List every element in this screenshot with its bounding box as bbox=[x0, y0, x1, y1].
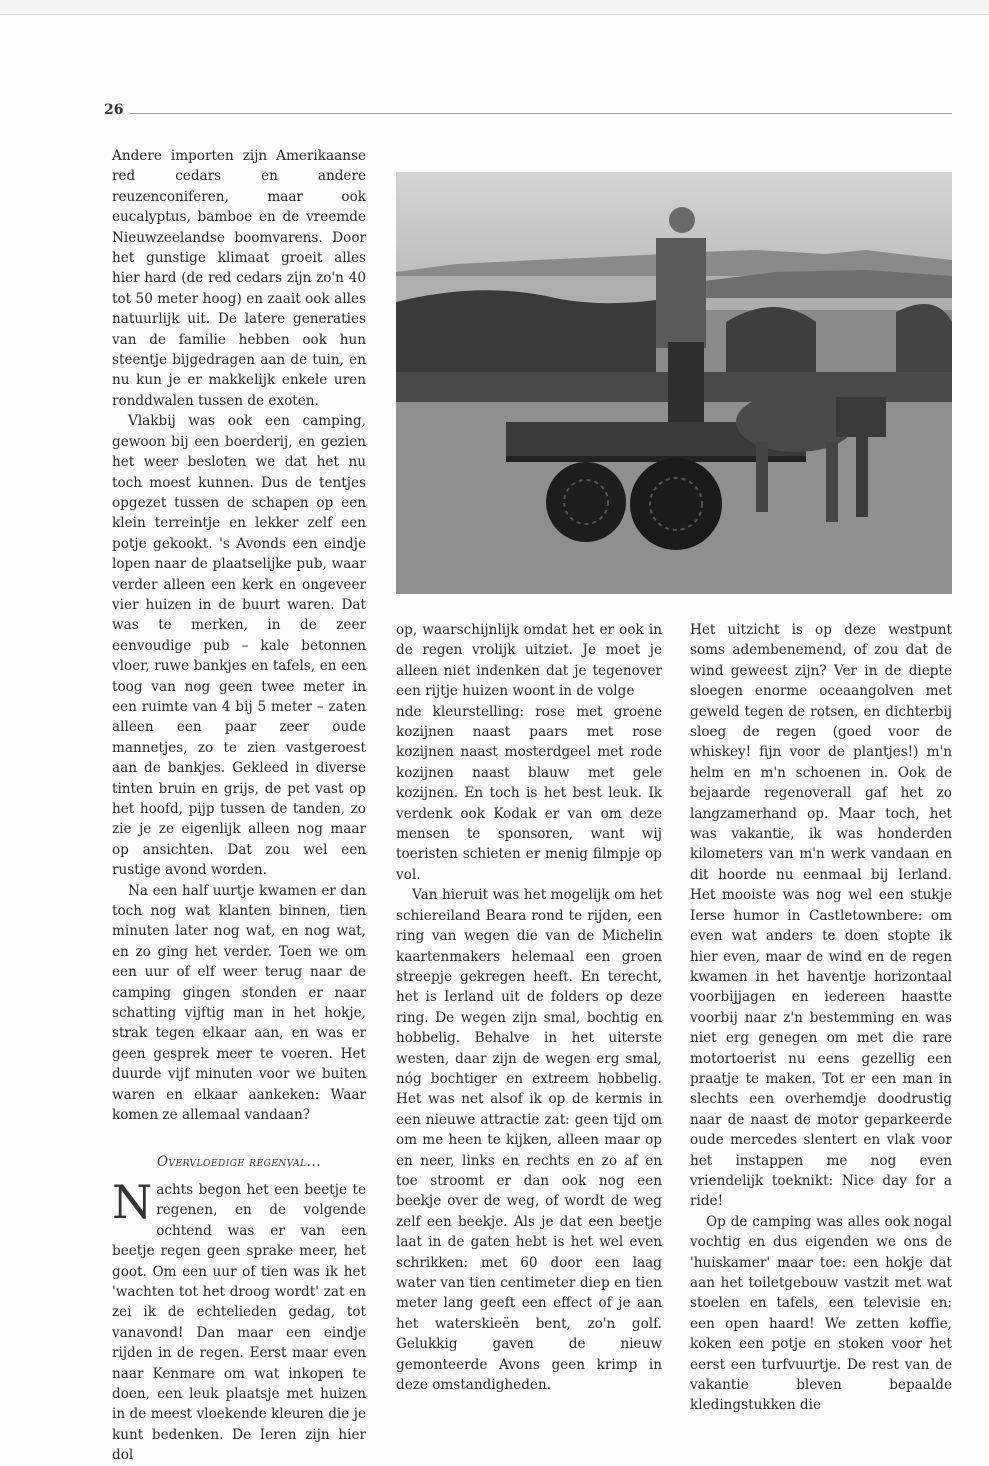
header-rule bbox=[130, 113, 952, 114]
paragraph: op, waarschijnlijk omdat het er ook in de regen vrolijk uitziet. Je moet je alleen niet indenken dat je tegenover een rijtje huizen woont in de volge bbox=[396, 622, 662, 700]
column-1 bbox=[112, 146, 366, 1466]
paragraph: Het uitzicht is op deze westpunt soms adembenemend, of zou dat de wind geweest zijn? Ver in de diepte sloegen enorme oceaangolven met geweld tegen de rotsen, en dichterbij sloeg de regen (goed voor de whiskey! fijn voor de plantjes!) m'n helm en m'n schoenen in. Ook de bejaarde regenoverall gaf het zo langzamerhand op. Maar toch, het was vakantie, ik was honderden kilometers van m'n werk vandaan en dit hoorde nu eenmaal bij Ierland. Het mooiste was nog wel een stukje Ierse humor in Castletownbere: om even wat anders te doen stopte ik hier even, maar de wind en de regen kwamen in het haventje horizontaal voorbijjagen en iedereen haastte voorbij naar z'n bestemming en was niet erg genegen om met die rare motortoerist nu eens gezellig een praatje te maken. Tot er een man in slechts een overhemdje doodrustig naar de naast de motor geparkeerde oude mercedes slentert en vlak voor het instappen me nog even vriendelijk toeknikt: Nice day for a ride! bbox=[690, 622, 952, 1210]
photo-illustration bbox=[396, 172, 952, 594]
paragraph: nde kleurstelling: rose met groene kozijnen naast paars met rose kozijnen naast mosterdgeel met rode kozijnen naast blauw met gele kozijnen. En toch is het best leuk. Ik verdenk ook Kodak er van om deze mensen te sponsoren, want wij toeristen schieten er menig filmpje op vol. bbox=[396, 703, 662, 883]
paragraph: Andere importen zijn Amerikaanse red cedars en andere reuzenconiferen, maar ook eucalyptus, bamboe en de vreemde Nieuwzeelandse boomvarens. Door het gunstige klimaat groeit alles hier hard (de red cedars zijn zo'n 40 tot 50 meter hoog) en zaait ook alles natuurlijk uit. De latere generaties van de familie hebben ook hun steentje bijgedragen aan de tuin, en nu kun je er makkelijk enkele uren ronddwalen tussen de exoten. bbox=[112, 148, 366, 409]
dropcap: N bbox=[112, 1174, 153, 1229]
page-number: 26 bbox=[104, 102, 124, 118]
paragraph-with-dropcap bbox=[112, 1174, 366, 1466]
paragraph: Op de camping was alles ook nogal vochtig en dus eigenden we ons de 'huiskamer' maar toe: een hokje dat aan het toiletgebouw vastzit met wat stoelen en tafels, een televisie en: een open haard! We zetten koffie, koken een potje en stoken voor het eerst een turfvuurtje. De rest van de vakantie bleven bepaalde kledingstukken die bbox=[690, 1213, 952, 1414]
column-3 bbox=[690, 620, 952, 1416]
paragraph: Van hieruit was het mogelijk om het schiereiland Beara rond te rijden, een ring van wegen die van de Michelin kaartenmakers helemaal een groen streepje gekregen heeft. En terecht, het is Ierland uit de folders op deze ring. De wegen zijn smal, bochtig en hobbelig. Behalve in het uiterste westen, daar zijn de wegen erg smal, nóg bochtiger en extreem hobbelig. Het was net alsof ik op de kermis in een nieuwe attractie zat: geen tijd om om me heen te kijken, alleen maar op en neer, links en rechts en zo af en toe stroomt er dan ook nog een beekje over de weg, of wordt de weg zelf een beekje. Als je dat een beetje laat in de gaten hebt is het wel even schrikken: met 60 door een laag water van tien centimeter diep en tien meter lang geeft een effect of je aan het waterskieën bent, zo'n golf. Gelukkig gaven de nieuw gemonteerde Avons geen krimp in deze omstandigheden. bbox=[396, 887, 662, 1394]
paragraph: Na een half uurtje kwamen er dan toch nog wat klanten binnen, tien minuten later nog wat, en nog wat, en zo ging het verder. Toen we om een uur of elf weer terug naar de camping gingen stonden er naar schatting vijftig man in het hokje, strak tegen elkaar aan, en was er geen gesprek meer te voeren. Het duurde vijf minuten voor we buiten waren en elkaar aankeken: Waar komen ze allemaal vandaan? bbox=[112, 882, 366, 1124]
photo-man-on-donkey-cart bbox=[396, 172, 952, 594]
dropcap-paragraph-text: achts begon het een beetje te regenen, en de volgende ochtend was er van een beetje regen geen sprake meer, het goot. Om een uur of tien was ik het 'wachten tot het droog wordt' zat en zei ik de echtelieden gedag, tot vanavond! Dan maar een eindje rijden in de regen. Eerst maar even naar Kenmare om wat inkopen te doen, een leuk plaatsje met huizen in de meest vloekende kleuren die je kunt bedenken. De Ieren zijn hier dol bbox=[112, 1181, 366, 1464]
column-2 bbox=[396, 620, 662, 1395]
scan-top-edge bbox=[0, 0, 989, 15]
paragraph: Vlakbij was ook een camping, gewoon bij een boerderij, en gezien het weer besloten we dat het nu toch moest kunnen. Dus de tentjes opgezet tussen de schapen op een klein terreintje en lekker zelf een potje gekookt. 's Avonds een eindje lopen naar de plaatselijke pub, waar verder alleen een kerk en ongeveer vier huizen in de buurt waren. Dat was te merken, in de zeer eenvoudige pub – kale betonnen vloer, ruwe bankjes en tafels, en een toog van nog geen twee meter in een ruimte van 4 bij 5 meter – zaten alleen een paar zeer oude mannetjes, zo te zien vastgeroest aan de bankjes. Gekleed in diverse tinten bruin en grijs, de pet vast op het hoofd, pijp tussen de tanden, zo zie je ze eigenlijk alleen nog maar op ansichten. Dat zou wel een rustige avond worden. bbox=[112, 413, 366, 879]
section-subheading: Overvloedige regenval... bbox=[156, 1153, 322, 1170]
